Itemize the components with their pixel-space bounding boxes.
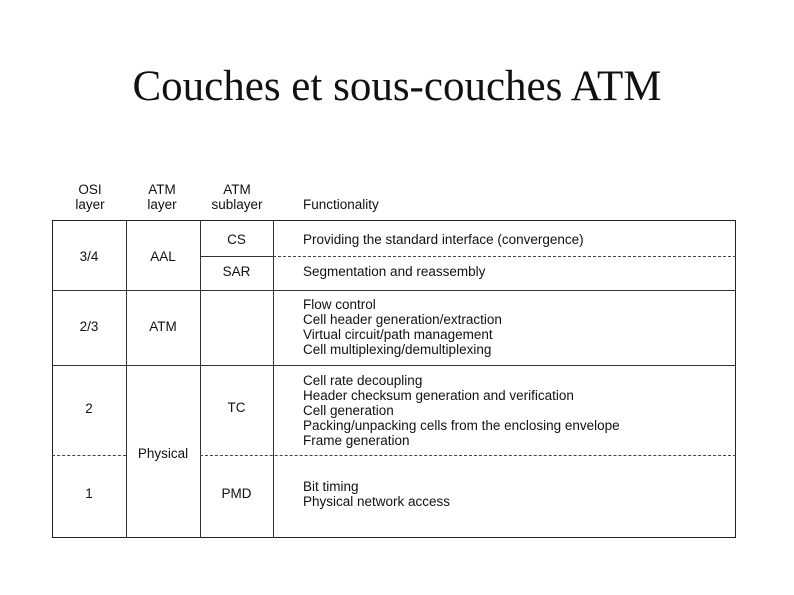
function-item: Packing/unpacking cells from the enclosing envelope	[303, 418, 620, 433]
sublayer-tc: TC	[227, 400, 246, 415]
dashed-divider-layer2-layer1-left	[52, 455, 126, 456]
functions-tc	[303, 373, 620, 448]
functions-pmd	[303, 479, 450, 509]
header-osi-layer: OSI layer	[75, 182, 105, 212]
function-item: Virtual circuit/path management	[303, 327, 493, 342]
function-item: Bit timing	[303, 479, 359, 494]
function-item: Cell rate decoupling	[303, 373, 423, 388]
function-item: Physical network access	[303, 494, 451, 509]
osi-layer-3-4: 3/4	[79, 249, 99, 264]
sublayer-sar: SAR	[222, 264, 251, 279]
sublayer-pmd: PMD	[221, 486, 252, 501]
header-atm-layer: ATM layer	[147, 182, 177, 212]
dashed-divider-cs-sar	[273, 256, 736, 257]
divider-col-sublayer	[273, 220, 274, 538]
divider-cs-sar	[200, 256, 273, 257]
divider-row-atm-physical	[52, 365, 736, 366]
function-sar: Segmentation and reassembly	[303, 264, 486, 279]
osi-layer-2: 2	[85, 401, 93, 416]
atm-layer-physical: Physical	[137, 446, 189, 461]
function-item: Cell header generation/extraction	[303, 312, 502, 327]
atm-layer-aal: AAL	[150, 249, 176, 264]
divider-col-osi	[126, 220, 127, 538]
function-item: Cell generation	[303, 403, 394, 418]
dashed-divider-layer2-layer1-right	[200, 455, 736, 456]
header-functionality: Functionality	[303, 197, 379, 212]
divider-row-aal-atm	[52, 290, 736, 291]
osi-layer-2-3: 2/3	[79, 319, 99, 334]
function-item: Header checksum generation and verification	[303, 388, 574, 403]
function-cs: Providing the standard interface (convergence)	[303, 232, 584, 247]
page-title: Couches et sous-couches ATM	[132, 63, 662, 110]
function-item: Cell multiplexing/demultiplexing	[303, 342, 492, 357]
header-atm-sublayer: ATM sublayer	[211, 182, 263, 212]
sublayer-cs: CS	[227, 232, 246, 247]
functions-atm	[303, 297, 502, 357]
osi-layer-1: 1	[85, 486, 93, 501]
function-item: Frame generation	[303, 433, 410, 448]
function-item: Flow control	[303, 297, 376, 312]
atm-layer-atm: ATM	[149, 319, 177, 334]
